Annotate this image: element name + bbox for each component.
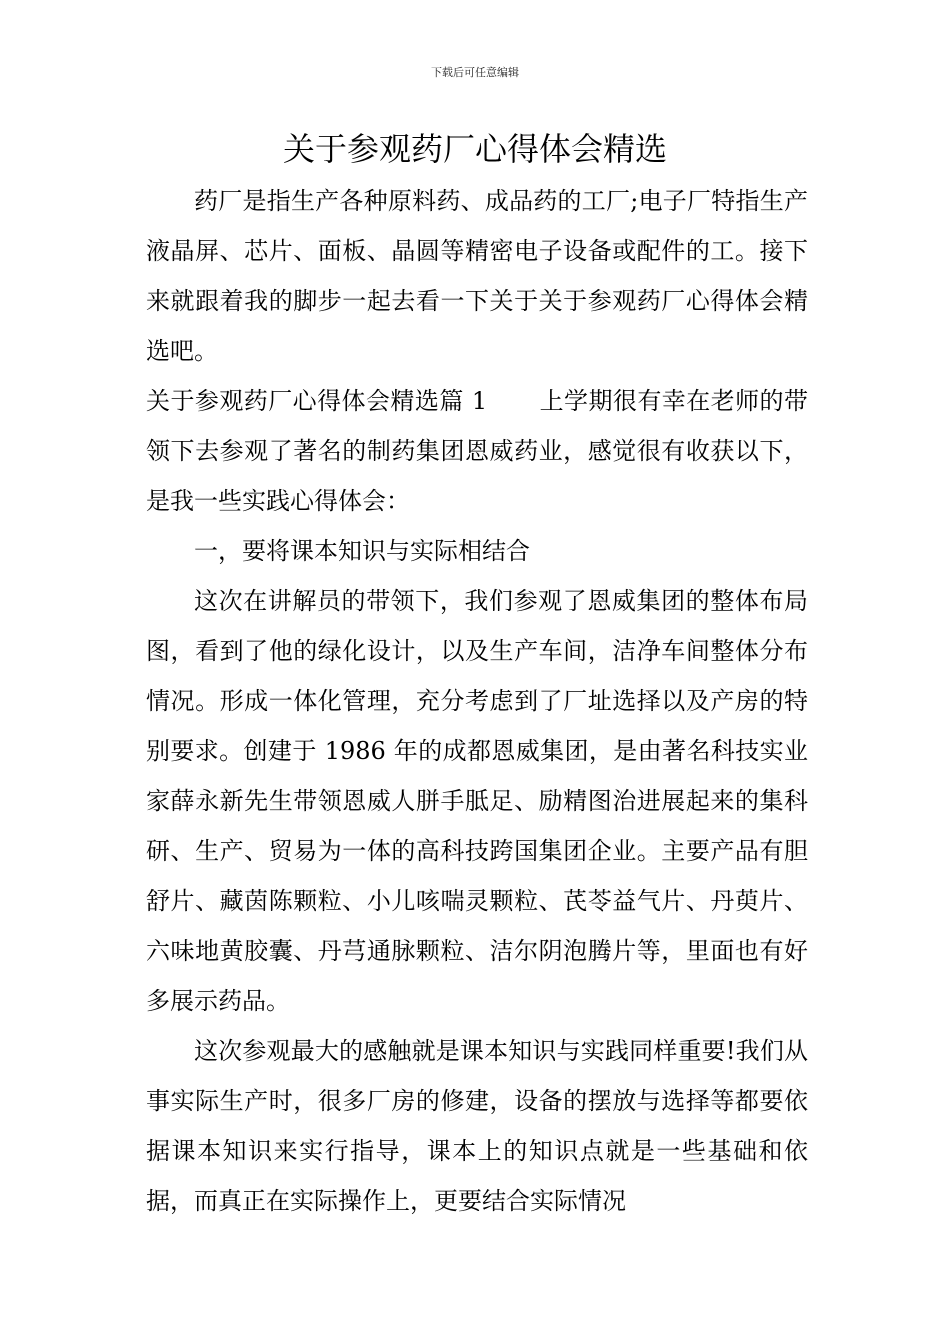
section-heading: 关于参观药厂心得体会精选篇 1 <box>146 387 488 415</box>
body-paragraph-2: 这次参观最大的感触就是课本知识与实践同样重要!我们从事实际生产时，很多厂房的修建，设备的摆放与选择等都要依据课本知识来实行指导，课本上的知识点就是一些基础和依据，而真正在实际操作上，更要结合实际情况 <box>146 1037 808 1215</box>
intro-paragraph: 药厂是指生产各种原料药、成品药的工厂;电子厂特指生产液晶屏、芯片、面板、晶圆等精密电子设备或配件的工。接下来就跟着我的脚步一起去看一下关于关于参观药厂心得体会精选吧。 <box>146 187 808 365</box>
point-heading: 一，要将课本知识与实际相结合 <box>194 537 530 565</box>
document-title: 关于参观药厂心得体会精选 <box>282 130 667 168</box>
header-note: 下载后可任意编辑 <box>431 66 519 79</box>
section-paragraph <box>146 376 808 526</box>
body-paragraph-1: 这次在讲解员的带领下，我们参观了恩威集团的整体布局图，看到了他的绿化设计，以及生产车间，洁净车间整体分布情况。形成一体化管理，充分考虑到了厂址选择以及产房的特别要求。创建于 1986 年的成都恩威集团，是由著名科技实业家薛永新先生带领恩威人胼手胝足、励精图治进展起来的集科研、生产、贸易为一体的高科技跨国集团企业。主要产品有胆舒片、藏茵陈颗粒、小儿咳喘灵颗粒、芪苓益气片、丹萸片、六味地黄胶囊、丹芎通脉颗粒、洁尔阴泡腾片等，里面也有好多展示药品。 <box>146 587 808 1015</box>
document-body <box>146 176 808 1226</box>
section-lead: 上学期很有幸在老师的带领下去参观了著名的制药集团恩威药业，感觉很有收获以下，是我一些实践心得体会： <box>146 387 809 515</box>
